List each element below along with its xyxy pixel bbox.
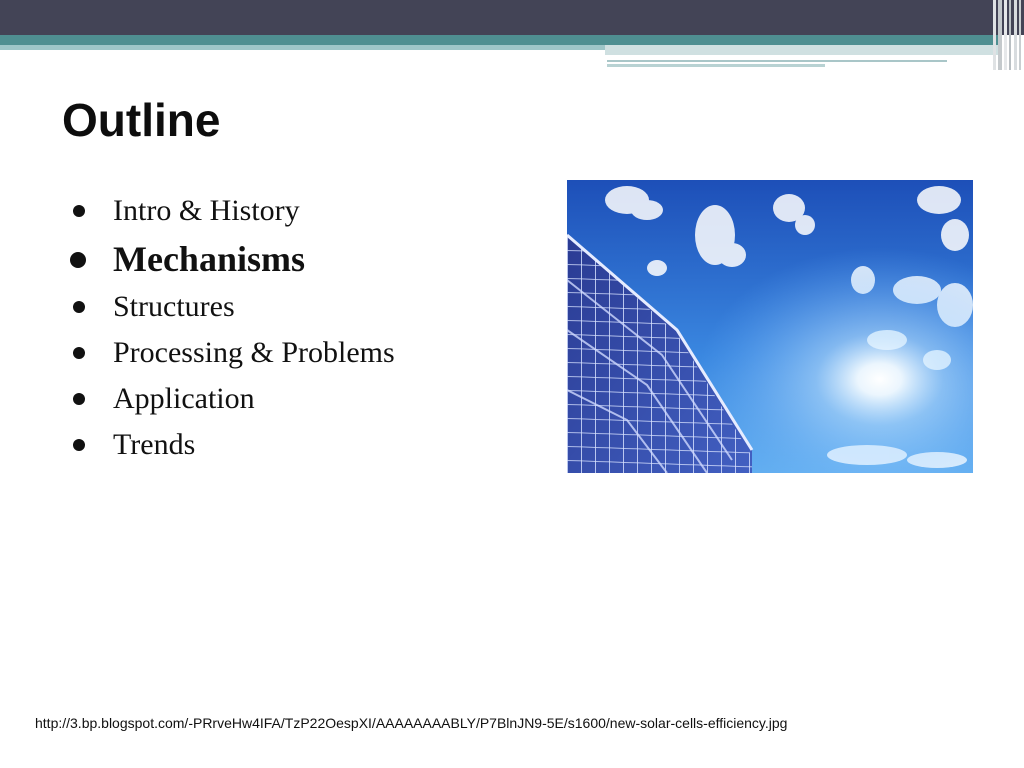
header-decor-stripe <box>1019 0 1021 70</box>
solar-panel-photo <box>567 180 973 473</box>
slide-title: Outline <box>62 94 221 146</box>
header-accent-line <box>607 60 947 62</box>
bullet-label: Mechanisms <box>113 239 305 279</box>
bullet-item <box>70 190 395 236</box>
bullet-label: Application <box>113 382 255 415</box>
header-decor-stripe <box>1014 0 1017 70</box>
image-source-url[interactable]: http://3.bp.blogspot.com/-PRrveHw4IFA/TzP22OespXI/AAAAAAAABLY/P7BlnJN9-5E/s1600/new-solar-cells-efficiency.jpg <box>35 715 788 731</box>
header-decor-stripe <box>1009 0 1011 70</box>
header-accent-line <box>607 64 825 67</box>
bullet-item <box>70 378 395 424</box>
header-bar-teal <box>0 35 1000 45</box>
bullet-list <box>70 190 395 470</box>
bullet-dot <box>73 439 85 451</box>
bullet-dot <box>73 347 85 359</box>
bullet-label: Structures <box>113 290 235 323</box>
header-accent-line <box>605 45 1000 55</box>
header-decor-stripe <box>1004 0 1007 70</box>
header-bar-dark <box>0 0 1024 35</box>
header-decor-stripe <box>993 0 996 70</box>
header-decor-stripe <box>998 0 1002 70</box>
bullet-label: Trends <box>113 428 196 461</box>
bullet-item <box>70 424 395 470</box>
bullet-label: Intro & History <box>113 194 300 227</box>
bullet-dot <box>70 252 86 268</box>
header-bar-teal-light <box>0 45 605 50</box>
bullet-item <box>70 332 395 378</box>
solar-panel-illustration <box>567 180 973 473</box>
bullet-dot <box>73 393 85 405</box>
bullet-label: Processing & Problems <box>113 336 395 369</box>
bullet-item <box>70 286 395 332</box>
bullet-item-active <box>70 236 395 286</box>
bullet-dot <box>73 301 85 313</box>
bullet-dot <box>73 205 85 217</box>
